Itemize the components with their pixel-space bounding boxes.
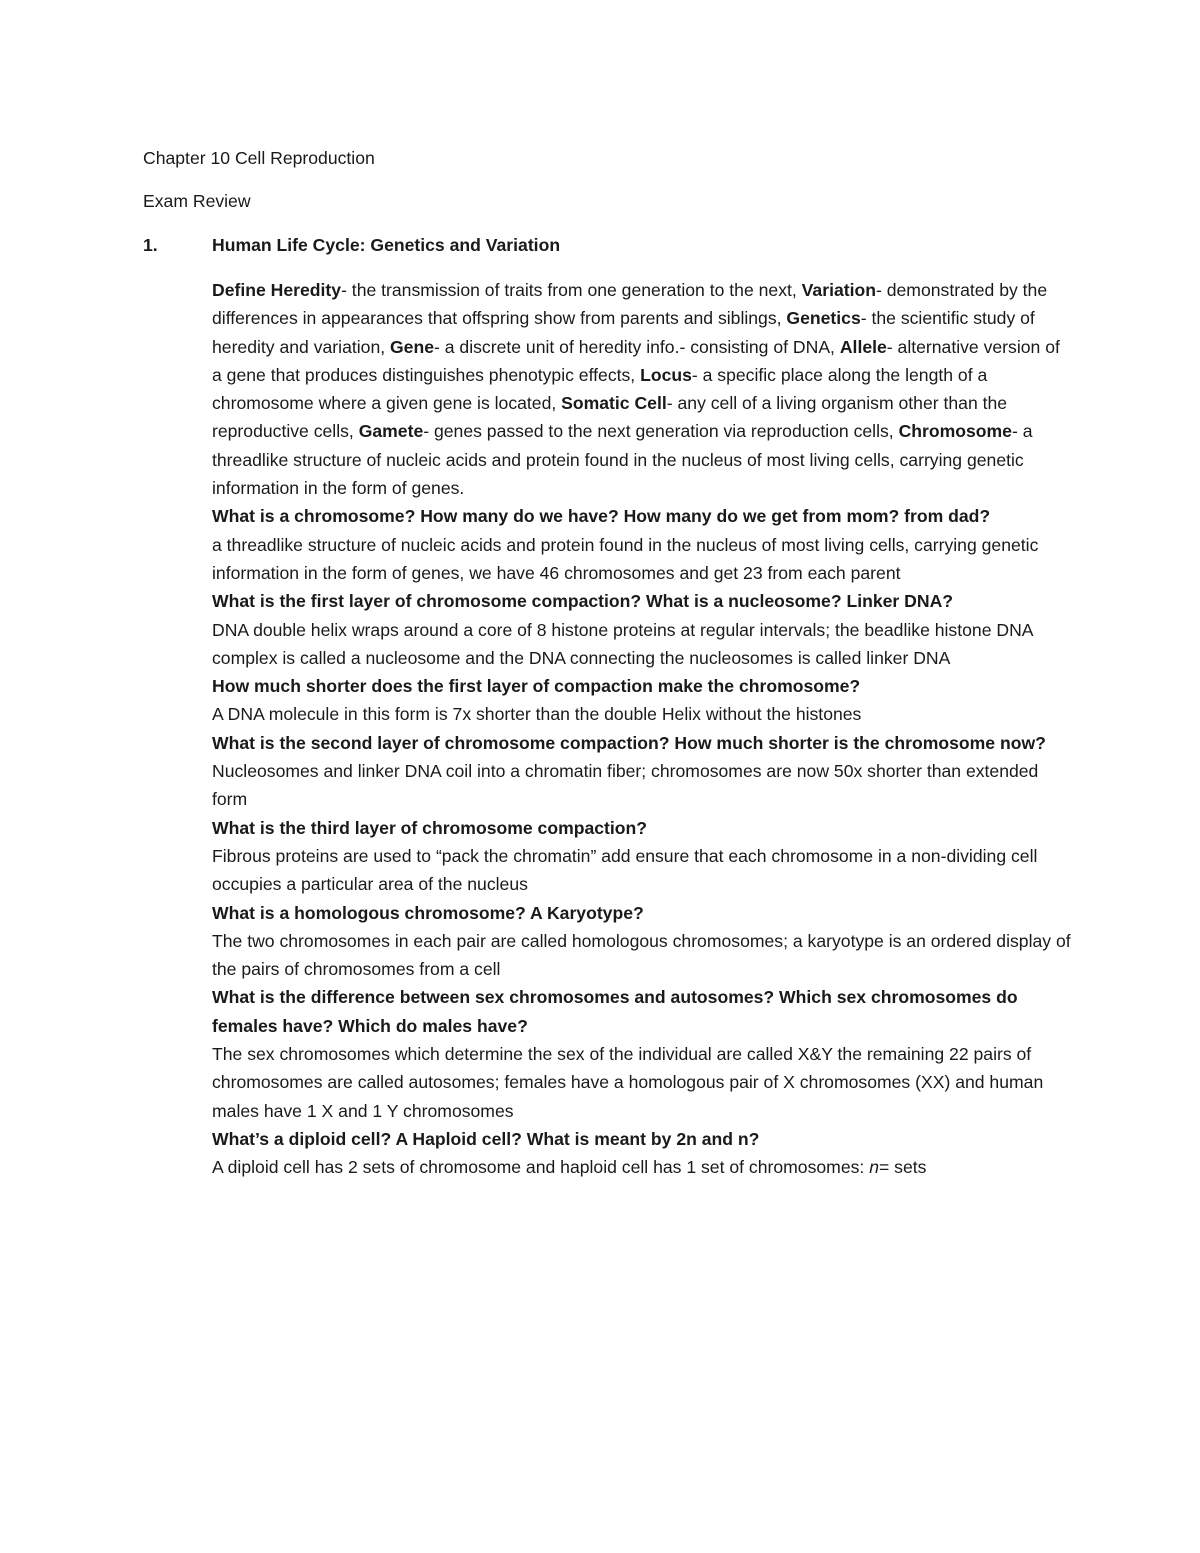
def-chromosome: - a threadlike structure of nucleic acids and protein found in the nucleus of most living cells, carrying genetic information in the form of genes.: [212, 421, 1033, 499]
question: What is the difference between sex chromosomes and autosomes? Which sex chromosomes do females have? Which do males have?: [212, 987, 1018, 1036]
def-genetics: - the scientific study of heredity and variation,: [212, 308, 1035, 357]
question: What is the third layer of chromosome compaction?: [212, 817, 648, 838]
answer: a threadlike structure of nucleic acids and protein found in the nucleus of most living cells, carrying genetic information in the form of genes, we have 46 chromosomes and get 23 from each parent: [212, 534, 1039, 583]
term-locus: Locus: [640, 364, 692, 385]
definitions-paragraph: [212, 276, 1072, 502]
answer: A DNA molecule in this form is 7x shorter than the double Helix without the histones: [212, 704, 862, 725]
section-title: Human Life Cycle: Genetics and Variation: [212, 235, 561, 255]
question: What is the second layer of chromosome compaction? How much shorter is the chromosome now?: [212, 732, 1046, 753]
def-allele: - alternative version of a gene that produces distinguishes phenotypic effects,: [212, 336, 1060, 385]
def-variation: - demonstrated by the differences in appearances that offspring show from parents and siblings,: [212, 280, 1048, 329]
answer: The two chromosomes in each pair are called homologous chromosomes; a karyotype is an ordered display of the pairs of chromosomes from a cell: [212, 930, 1071, 980]
answer-text-end: = sets: [878, 1157, 927, 1178]
answer: [212, 1153, 1072, 1181]
section-number: 1.: [143, 235, 158, 255]
answer: The sex chromosomes which determine the sex of the individual are called X&Y the remaining 22 pairs of chromosomes are called autosomes; females have a homologous pair of X chromosomes (XX) and human males have 1 X and 1 Y chromosomes: [212, 1044, 1044, 1121]
question: What’s a diploid cell? A Haploid cell? What is meant by 2n and n?: [212, 1128, 760, 1149]
answer: DNA double helix wraps around a core of 8 histone proteins at regular intervals; the beadlike histone DNA complex is called a nucleosome and the DNA connecting the nucleosomes is called linker DNA: [212, 619, 1033, 668]
answer-text: A diploid cell has 2 sets of chromosome and haploid cell has 1 set of chromosomes:: [212, 1157, 870, 1178]
term-heredity: Define Heredity: [212, 280, 342, 300]
def-somatic-cell: - any cell of a living organism other than the reproductive cells,: [212, 393, 1008, 442]
document-title: Chapter 10 Cell Reproduction: [143, 148, 375, 168]
question: What is a homologous chromosome? A Karyotype?: [212, 902, 644, 923]
document-subtitle: Exam Review: [143, 191, 251, 211]
term-chromosome: Chromosome: [898, 421, 1012, 442]
term-genetics: Genetics: [786, 308, 861, 329]
answer: Nucleosomes and linker DNA coil into a chromatin fiber; chromosomes are now 50x shorter than extended form: [212, 761, 1039, 810]
section-content: [212, 276, 1072, 1182]
def-gene: - a discrete unit of heredity info.- consisting of DNA,: [434, 336, 840, 357]
term-allele: Allele: [839, 336, 887, 357]
def-locus: - a specific place along the length of a chromosome where a given gene is located,: [212, 364, 988, 414]
term-gamete: Gamete: [358, 421, 424, 442]
question: How much shorter does the first layer of compaction make the chromosome?: [212, 676, 861, 697]
question: What is the first layer of chromosome compaction? What is a nucleosome? Linker DNA?: [212, 591, 954, 612]
variable-n: n: [869, 1157, 879, 1178]
question: What is a chromosome? How many do we have? How many do we get from mom? from dad?: [212, 506, 991, 527]
section-heading: [143, 233, 1063, 257]
term-gene: Gene: [390, 336, 435, 357]
def-heredity: - the transmission of traits from one generation to the next,: [341, 280, 802, 300]
answer: Fibrous proteins are used to “pack the chromatin” add ensure that each chromosome in a non-dividing cell occupies a particular area of the nucleus: [212, 845, 1038, 895]
def-gamete: - genes passed to the next generation via reproduction cells,: [423, 421, 899, 442]
term-variation: Variation: [801, 280, 876, 300]
term-somatic-cell: Somatic Cell: [561, 393, 667, 414]
